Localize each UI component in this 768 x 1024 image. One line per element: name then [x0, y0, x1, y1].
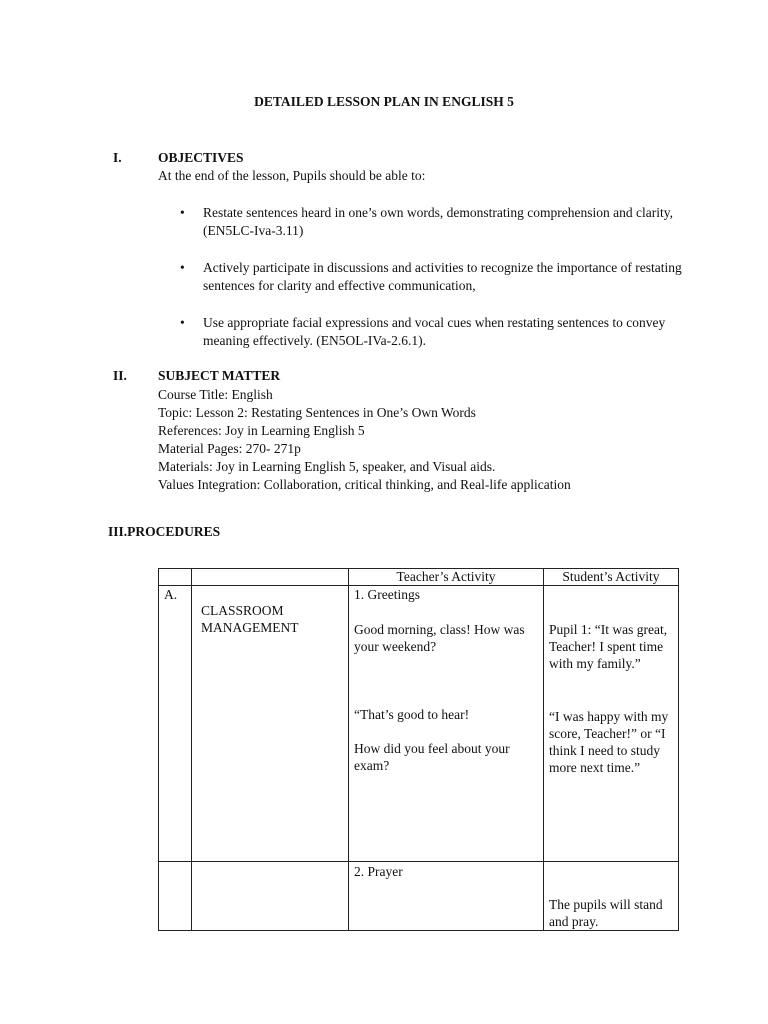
teacher-activity-cell	[349, 586, 544, 862]
teacher-line: “That’s good to hear!	[354, 707, 470, 722]
objective-item: • Actively participate in discussions and activities to recognize the importance of restating sentences for clarity and effective communication,	[180, 260, 682, 293]
objective-item: • Restate sentences heard in one’s own words, demonstrating comprehension and clarity, (EN5LC-Iva-3.11)	[180, 205, 673, 238]
topic-line: Topic: Lesson 2: Restating Sentences in One’s Own Words	[158, 405, 476, 420]
teacher-line: How did you feel about your exam?	[354, 741, 510, 773]
student-line: “I was happy with my score, Teacher!” or “I think I need to study more next time.”	[549, 709, 669, 775]
objectives-numeral: I.	[113, 150, 122, 165]
teacher-activity-header: Teacher’s Activity	[349, 569, 544, 586]
student-line: Pupil 1: “It was great, Teacher! I spent time with my family.”	[549, 622, 668, 671]
procedures-heading: III.PROCEDURES	[108, 524, 221, 539]
prayer-step: 2. Prayer	[354, 864, 403, 879]
table-header-cell	[159, 569, 192, 586]
objective-item: • Use appropriate facial expressions and vocal cues when restating sentences to convey meaning effectively. (EN5OL-IVa-2.6.1).	[180, 315, 666, 348]
teacher-line: Good morning, class! How was your weekend?	[354, 622, 525, 654]
subject-matter-heading: SUBJECT MATTER	[158, 368, 281, 383]
student-activity-cell	[544, 586, 679, 862]
greetings-step: 1. Greetings	[354, 587, 420, 602]
subject-matter-numeral: II.	[113, 368, 127, 383]
section-cell	[192, 586, 349, 862]
bullet-icon: •	[180, 260, 185, 275]
section-name: CLASSROOM MANAGEMENT	[201, 603, 299, 635]
table-row	[159, 862, 679, 931]
references-line: References: Joy in Learning English 5	[158, 423, 365, 438]
section-cell	[192, 862, 349, 931]
student-activity-cell	[544, 862, 679, 931]
bullet-icon: •	[180, 315, 185, 330]
row-label	[159, 862, 192, 931]
objectives-intro: At the end of the lesson, Pupils should be able to:	[158, 168, 426, 183]
table-header-cell	[192, 569, 349, 586]
material-pages-line: Material Pages: 270- 271p	[158, 441, 301, 456]
objectives-heading: OBJECTIVES	[158, 150, 244, 165]
document-title: DETAILED LESSON PLAN IN ENGLISH 5	[254, 94, 514, 109]
student-line: The pupils will stand and pray.	[549, 897, 663, 929]
teacher-activity-cell	[349, 862, 544, 931]
row-label: A.	[159, 586, 192, 862]
course-title-line: Course Title: English	[158, 387, 273, 402]
values-integration-line: Values Integration: Collaboration, critical thinking, and Real-life application	[158, 477, 571, 492]
table-header-row	[159, 569, 679, 586]
student-activity-header: Student’s Activity	[544, 569, 679, 586]
procedures-table	[158, 568, 679, 931]
bullet-icon: •	[180, 205, 185, 220]
objectives-list	[158, 204, 698, 369]
table-row	[159, 586, 679, 862]
materials-line: Materials: Joy in Learning English 5, speaker, and Visual aids.	[158, 459, 496, 474]
